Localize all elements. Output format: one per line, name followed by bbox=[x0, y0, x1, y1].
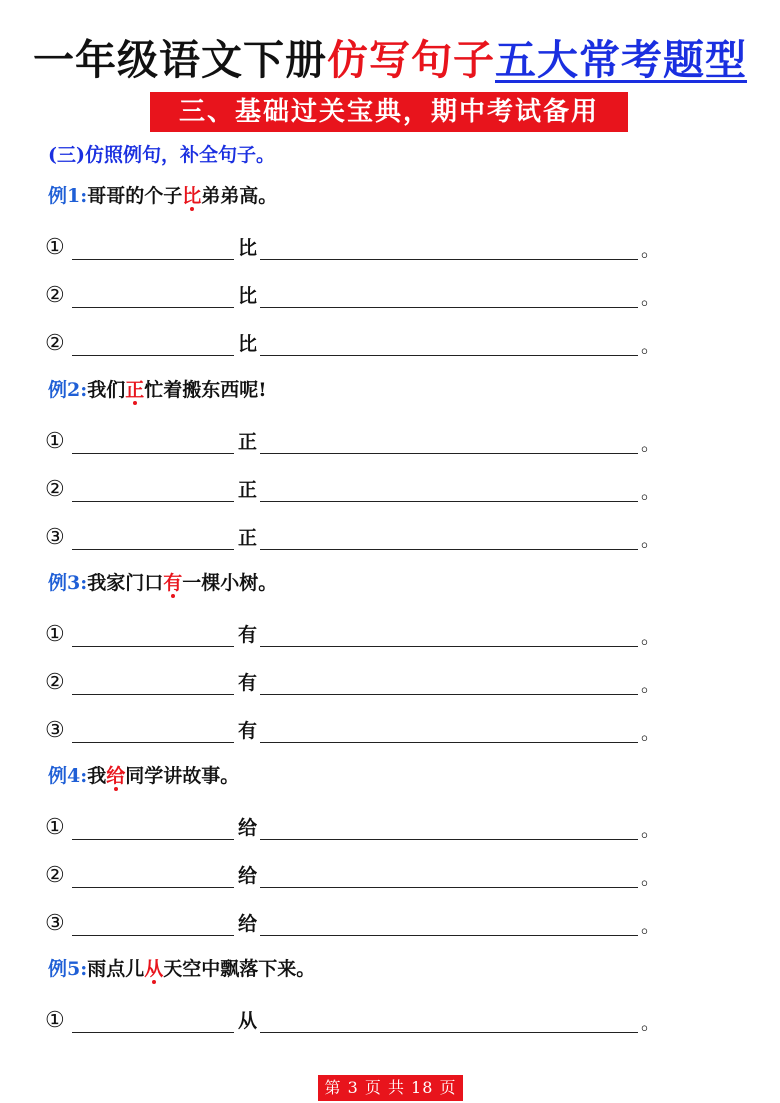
example-text-after: 一棵小树。 bbox=[182, 572, 278, 594]
answer-blank-end[interactable] bbox=[260, 742, 638, 743]
example-label: 例1: bbox=[48, 185, 88, 207]
line-number: ② bbox=[45, 477, 65, 502]
line-period: 。 bbox=[641, 915, 661, 937]
example-keyword: 有 bbox=[163, 572, 183, 594]
line-period: 。 bbox=[641, 867, 661, 889]
answer-blank-start[interactable] bbox=[72, 259, 234, 260]
line-period: 。 bbox=[641, 1012, 661, 1034]
line-period: 。 bbox=[641, 433, 661, 455]
example-text-before: 哥哥的个子 bbox=[87, 185, 183, 207]
example-text-before: 我家门口 bbox=[87, 572, 164, 594]
example-label: 例5: bbox=[48, 958, 88, 980]
example-text-after: 同学讲故事。 bbox=[125, 765, 240, 787]
example-text-after: 弟弟高。 bbox=[201, 185, 278, 207]
title-part-topic: 仿写句子 bbox=[327, 36, 495, 84]
fill-in-line bbox=[45, 427, 665, 459]
example-label: 例3: bbox=[48, 572, 88, 594]
answer-blank-end[interactable] bbox=[260, 549, 638, 550]
fill-in-line bbox=[45, 668, 665, 700]
example-sentence bbox=[48, 377, 267, 403]
line-number: ① bbox=[45, 1008, 65, 1033]
example-label: 例4: bbox=[48, 765, 88, 787]
page-title bbox=[0, 30, 780, 90]
example-sentence bbox=[48, 183, 277, 209]
title-part-grade: 一年级语文下册 bbox=[33, 36, 327, 84]
fill-in-line bbox=[45, 909, 665, 941]
answer-blank-start[interactable] bbox=[72, 646, 234, 647]
example-keyword: 比 bbox=[182, 185, 202, 207]
title-part-types: 五大常考题型 bbox=[495, 36, 747, 84]
line-keyword: 给 bbox=[238, 913, 258, 935]
fill-in-line bbox=[45, 620, 665, 652]
example-keyword: 给 bbox=[106, 765, 126, 787]
answer-blank-start[interactable] bbox=[72, 935, 234, 936]
line-number: ② bbox=[45, 670, 65, 695]
fill-in-line bbox=[45, 861, 665, 893]
line-keyword: 比 bbox=[238, 333, 258, 355]
answer-blank-start[interactable] bbox=[72, 453, 234, 454]
line-keyword: 给 bbox=[238, 817, 258, 839]
answer-blank-end[interactable] bbox=[260, 839, 638, 840]
line-keyword: 正 bbox=[238, 479, 258, 501]
line-keyword: 从 bbox=[238, 1010, 258, 1032]
answer-blank-end[interactable] bbox=[260, 501, 638, 502]
example-text-before: 我 bbox=[87, 765, 107, 787]
fill-in-line bbox=[45, 233, 665, 265]
answer-blank-end[interactable] bbox=[260, 694, 638, 695]
line-number: ③ bbox=[45, 911, 65, 936]
answer-blank-end[interactable] bbox=[260, 935, 638, 936]
line-period: 。 bbox=[641, 819, 661, 841]
line-number: ③ bbox=[45, 718, 65, 743]
page-footer: 第 3 页 共 18 页 bbox=[318, 1075, 463, 1101]
answer-blank-start[interactable] bbox=[72, 501, 234, 502]
line-keyword: 有 bbox=[238, 720, 258, 742]
line-keyword: 正 bbox=[238, 431, 258, 453]
answer-blank-start[interactable] bbox=[72, 549, 234, 550]
fill-in-line bbox=[45, 329, 665, 361]
line-number: ① bbox=[45, 815, 65, 840]
line-period: 。 bbox=[641, 239, 661, 261]
answer-blank-start[interactable] bbox=[72, 887, 234, 888]
example-sentence bbox=[48, 570, 277, 596]
example-keyword: 正 bbox=[125, 379, 145, 401]
line-number: ② bbox=[45, 283, 65, 308]
example-text-before: 我们 bbox=[87, 379, 126, 401]
line-period: 。 bbox=[641, 626, 661, 648]
fill-in-line bbox=[45, 523, 665, 555]
line-period: 。 bbox=[641, 335, 661, 357]
example-sentence bbox=[48, 956, 315, 982]
answer-blank-end[interactable] bbox=[260, 355, 638, 356]
answer-blank-end[interactable] bbox=[260, 1032, 638, 1033]
answer-blank-start[interactable] bbox=[72, 307, 234, 308]
answer-blank-start[interactable] bbox=[72, 839, 234, 840]
fill-in-line bbox=[45, 716, 665, 748]
answer-blank-end[interactable] bbox=[260, 887, 638, 888]
fill-in-line bbox=[45, 281, 665, 313]
subtitle-banner: 三、基础过关宝典，期中考试备用 bbox=[150, 92, 628, 132]
section-heading: (三)仿照例句，补全句子。 bbox=[48, 144, 275, 166]
line-number: ② bbox=[45, 863, 65, 888]
answer-blank-start[interactable] bbox=[72, 1032, 234, 1033]
line-number: ① bbox=[45, 429, 65, 454]
line-number: ③ bbox=[45, 525, 65, 550]
answer-blank-end[interactable] bbox=[260, 453, 638, 454]
line-number: ② bbox=[45, 331, 65, 356]
fill-in-line bbox=[45, 813, 665, 845]
answer-blank-start[interactable] bbox=[72, 742, 234, 743]
line-period: 。 bbox=[641, 481, 661, 503]
example-text-after: 天空中飘落下来。 bbox=[163, 958, 316, 980]
line-keyword: 比 bbox=[238, 285, 258, 307]
line-period: 。 bbox=[641, 722, 661, 744]
answer-blank-end[interactable] bbox=[260, 646, 638, 647]
line-keyword: 有 bbox=[238, 672, 258, 694]
fill-in-line bbox=[45, 475, 665, 507]
line-keyword: 正 bbox=[238, 527, 258, 549]
example-keyword: 从 bbox=[144, 958, 164, 980]
line-period: 。 bbox=[641, 529, 661, 551]
line-keyword: 有 bbox=[238, 624, 258, 646]
line-keyword: 给 bbox=[238, 865, 258, 887]
example-sentence bbox=[48, 763, 239, 789]
line-keyword: 比 bbox=[238, 237, 258, 259]
answer-blank-start[interactable] bbox=[72, 355, 234, 356]
line-number: ① bbox=[45, 235, 65, 260]
example-text-before: 雨点儿 bbox=[87, 958, 145, 980]
line-period: 。 bbox=[641, 674, 661, 696]
line-number: ① bbox=[45, 622, 65, 647]
line-period: 。 bbox=[641, 287, 661, 309]
answer-blank-end[interactable] bbox=[260, 259, 638, 260]
answer-blank-end[interactable] bbox=[260, 307, 638, 308]
answer-blank-start[interactable] bbox=[72, 694, 234, 695]
example-label: 例2: bbox=[48, 379, 88, 401]
fill-in-line bbox=[45, 1006, 665, 1038]
example-text-after: 忙着搬东西呢! bbox=[144, 379, 267, 401]
